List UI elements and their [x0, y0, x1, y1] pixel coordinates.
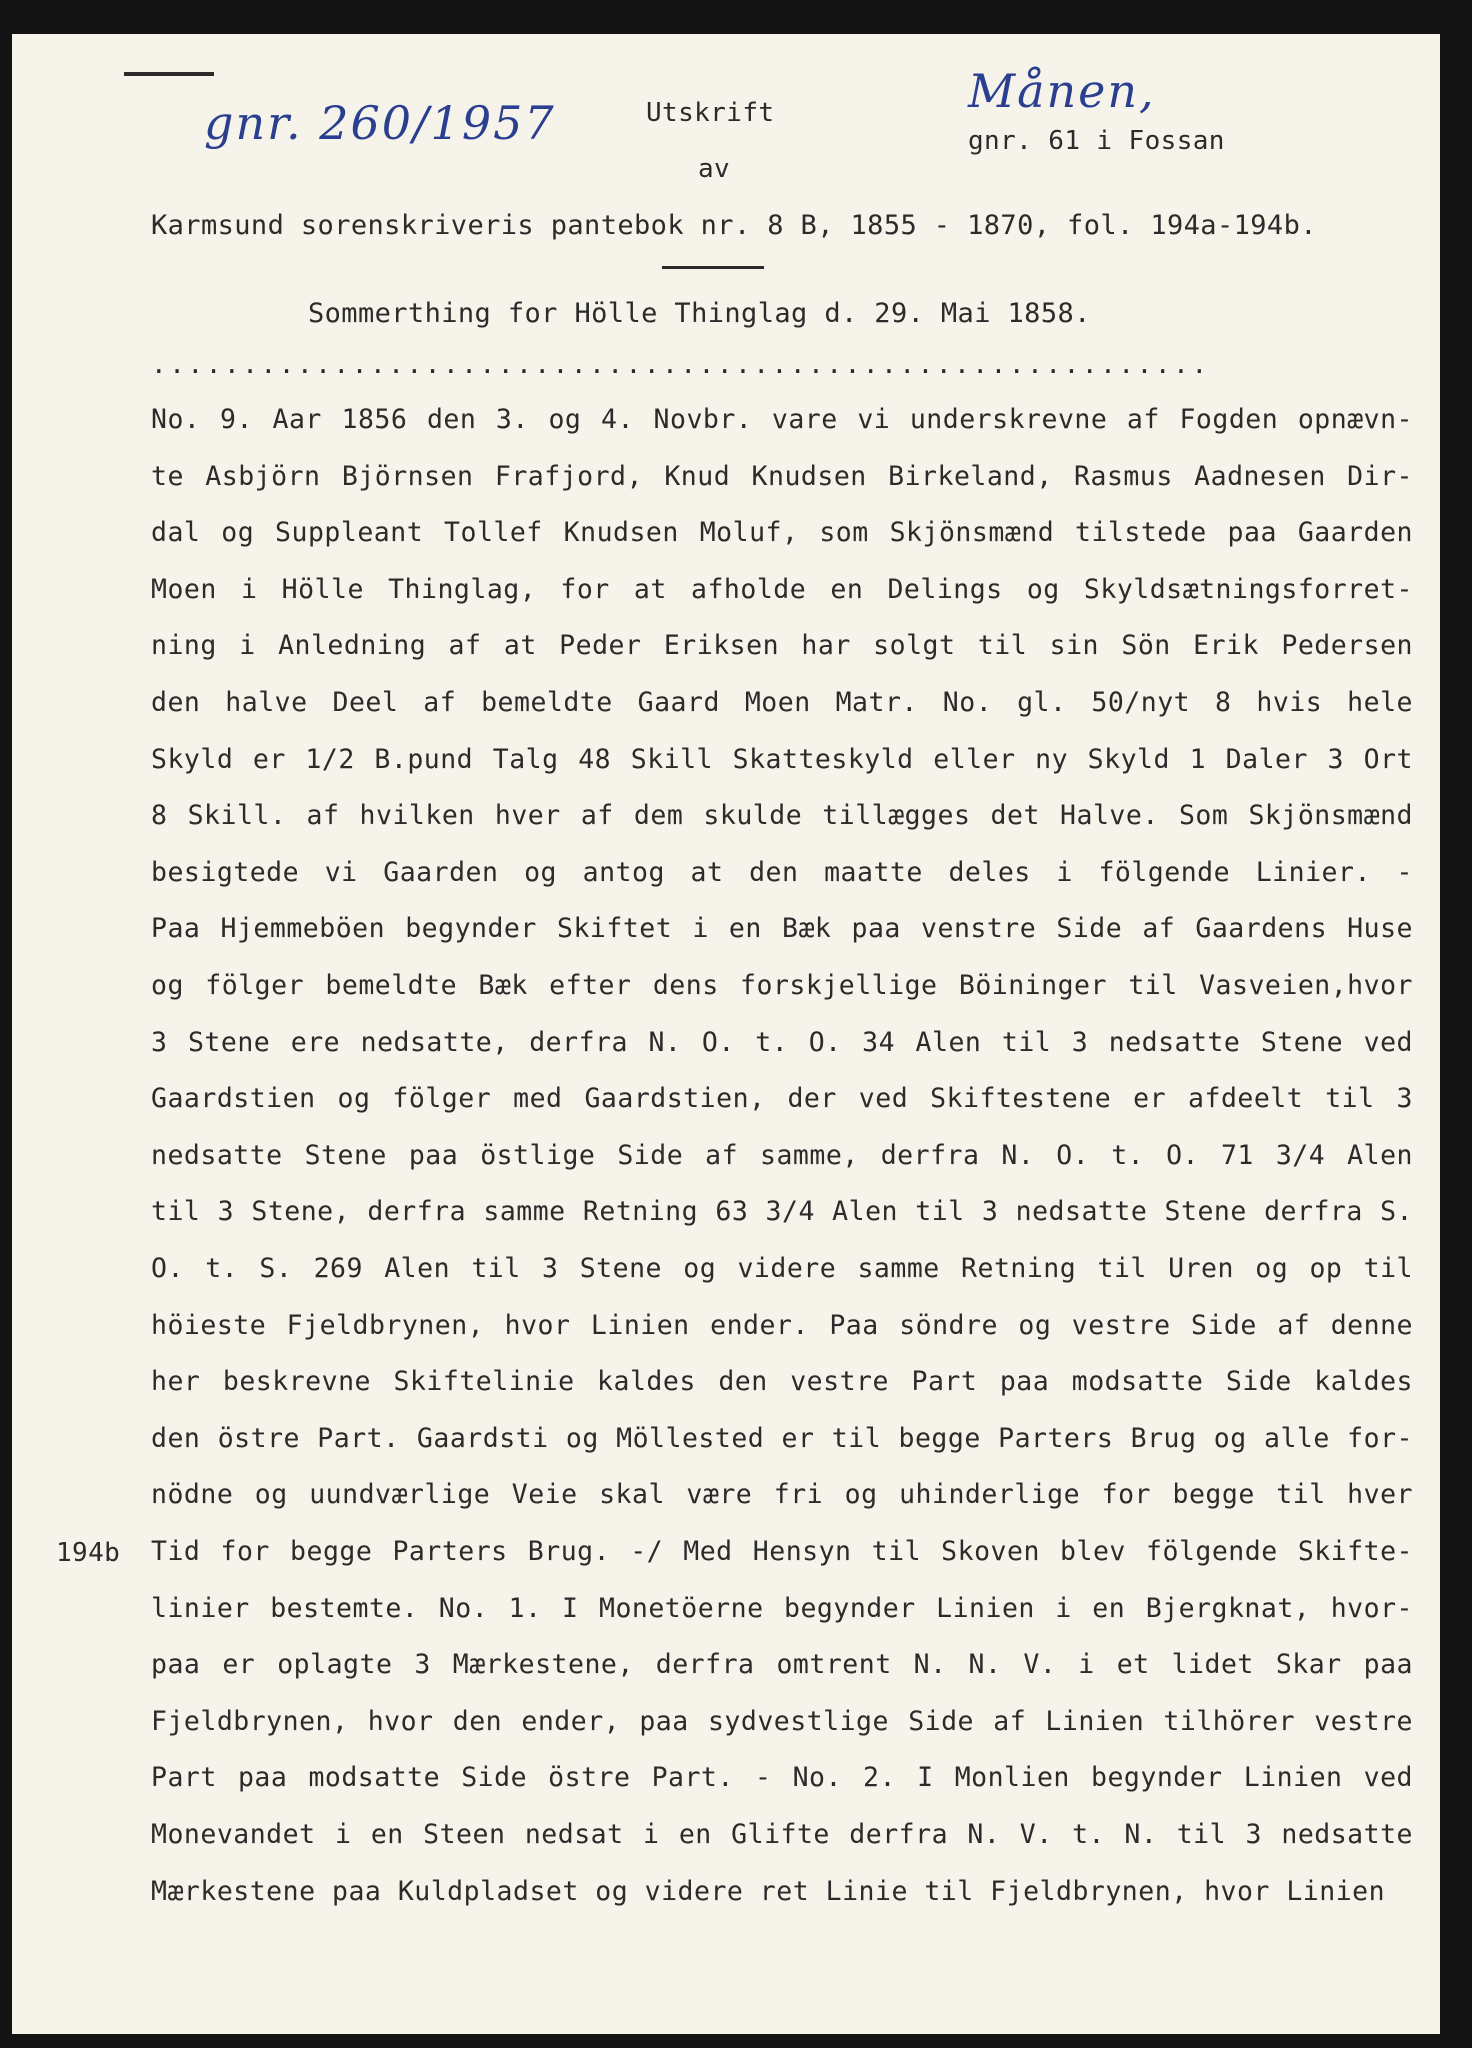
- source-reference: Karmsund sorenskriveris pantebok nr. 8 B, 1855 - 1870, fol. 194a-194b.: [151, 210, 1317, 241]
- handwritten-reference: gnr. 260/1957: [204, 96, 556, 150]
- body-line: linier bestemte. No. 1. I Monetöerne begynder Linien i en Bjergknat, hvor-: [151, 1592, 1413, 1624]
- body-line: ning i Anledning af at Peder Eriksen har solgt til sin Sön Erik Pedersen: [151, 630, 1413, 662]
- body-line: Part paa modsatte Side östre Part. - No. 2. I Monlien begynder Linien ved: [151, 1762, 1413, 1794]
- body-line: No. 9. Aar 1856 den 3. og 4. Novbr. vare vi underskrevne af Fogden opnævn-: [151, 404, 1413, 435]
- body-line: te Asbjörn Björnsen Frafjord, Knud Knudsen Birkeland, Rasmus Aadnesen Dir-: [151, 460, 1413, 492]
- body-line: dal og Suppleant Tollef Knudsen Moluf, som Skjönsmænd tilstede paa Gaarden: [151, 517, 1413, 549]
- document-title: Utskrift: [646, 98, 775, 128]
- body-line: Moen i Hölle Thinglag, for at afholde en Delings og Skyldsætningsforret-: [151, 573, 1413, 605]
- body-line: og fölger bemeldte Bæk efter dens forskjellige Böininger til Vasveien,hvor: [151, 970, 1413, 1001]
- body-line: paa er oplagte 3 Mærkestene, derfra omtrent N. N. V. i et lidet Skar paa: [151, 1649, 1413, 1681]
- body-line: den östre Part. Gaardsti og Möllested er til begge Parters Brug og alle for-: [151, 1422, 1413, 1454]
- separator-dash: [662, 266, 764, 269]
- body-line: her beskrevne Skiftelinie kaldes den vestre Part paa modsatte Side kaldes: [151, 1366, 1413, 1398]
- body-line: Fjeldbrynen, hvor den ender, paa sydvestlige Side af Linien tilhörer vestre: [151, 1705, 1413, 1737]
- body-line: Skyld er 1/2 B.pund Talg 48 Skill Skatteskyld eller ny Skyld 1 Daler 3 Ort: [151, 743, 1413, 775]
- body-line: 8 Skill. af hvilken hver af dem skulde tillægges det Halve. Som Skjönsmænd: [151, 800, 1413, 832]
- farm-reference: gnr. 61 i Fossan: [968, 126, 1225, 156]
- body-line: den halve Deel af bemeldte Gaard Moen Matr. No. gl. 50/nyt 8 hvis hele: [151, 687, 1413, 718]
- body-line: Gaardstien og fölger med Gaardstien, der ved Skiftestene er afdeelt til 3: [151, 1083, 1413, 1115]
- document-page: [12, 34, 1440, 2034]
- body-line: höieste Fjeldbrynen, hvor Linien ender. Paa söndre og vestre Side af denne: [151, 1309, 1413, 1341]
- body-line: Paa Hjemmeböen begynder Skiftet i en Bæk paa venstre Side af Gaardens Huse: [151, 913, 1413, 945]
- title-conjunction: av: [698, 154, 731, 184]
- top-left-mark: [124, 72, 214, 76]
- session-heading: Sommerthing for Hölle Thinglag d. 29. Mai 1858.: [308, 298, 1091, 329]
- handwritten-name: Månen,: [968, 64, 1156, 118]
- body-line: nedsatte Stene paa östlige Side af samme, derfra N. O. t. O. 71 3/4 Alen: [151, 1139, 1413, 1171]
- margin-folio-note: 194b: [56, 1538, 121, 1568]
- body-line: Monevandet i en Steen nedsat i en Glifte derfra N. V. t. N. til 3 nedsatte: [151, 1819, 1413, 1850]
- body-line: O. t. S. 269 Alen til 3 Stene og videre samme Retning til Uren og op til: [151, 1253, 1413, 1284]
- dotted-separator: ..........................................................: [151, 350, 1210, 380]
- body-line: Mærkestene paa Kuldpladset og videre ret Linie til Fjeldbrynen, hvor Linien: [151, 1875, 1386, 1907]
- body-line: besigtede vi Gaarden og antog at den maatte deles i fölgende Linier. -: [151, 856, 1413, 888]
- body-line: Tid for begge Parters Brug. -/ Med Hensyn til Skoven blev fölgende Skifte-: [151, 1536, 1413, 1567]
- body-line: til 3 Stene, derfra samme Retning 63 3/4 Alen til 3 nedsatte Stene derfra S.: [151, 1196, 1413, 1228]
- body-line: nödne og uundværlige Veie skal være fri og uhinderlige for begge til hver: [151, 1479, 1413, 1511]
- body-line: 3 Stene ere nedsatte, derfra N. O. t. O. 34 Alen til 3 nedsatte Stene ved: [151, 1026, 1413, 1058]
